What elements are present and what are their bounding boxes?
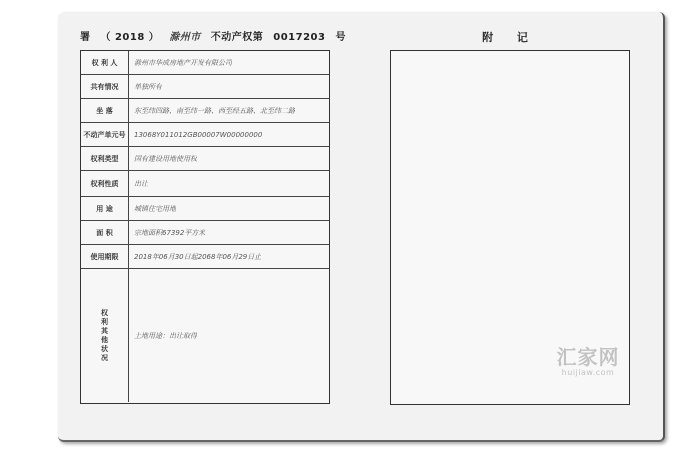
row-term xyxy=(81,245,329,269)
label-usage: 用 途 xyxy=(81,197,129,220)
heading-city: 滁州市 xyxy=(169,32,201,43)
value-co-ownership: 单独所有 xyxy=(134,82,162,91)
site-watermark xyxy=(548,346,628,377)
value-area: 宗地面积67392平方米 xyxy=(134,228,206,237)
value-right-nature: 出让 xyxy=(134,179,148,188)
notes-title: 附 记 xyxy=(482,31,538,44)
label-other-char: 他 xyxy=(101,335,108,344)
row-usage xyxy=(81,197,329,221)
label-owner: 权 利 人 xyxy=(81,51,129,74)
label-right-nature: 权利性质 xyxy=(81,171,129,196)
label-other-char: 权 xyxy=(101,308,108,317)
value-location: 东至纬四路、南至纬一路、西至经五路、北至纬二路 xyxy=(134,106,295,115)
row-unit-number xyxy=(81,123,329,147)
label-unit-number: 不动产单元号 xyxy=(81,123,129,146)
watermark-en: huijiaw.com xyxy=(561,368,615,377)
label-location: 坐 落 xyxy=(81,99,129,122)
value-unit-number: 13068Y011012GB00007W00000000 xyxy=(134,130,263,139)
row-right-nature xyxy=(81,171,329,197)
value-usage: 城镇住宅用地 xyxy=(134,204,176,213)
row-right-type xyxy=(81,147,329,171)
label-term: 使用期限 xyxy=(81,245,129,268)
row-other-status xyxy=(81,269,329,402)
row-owner xyxy=(81,51,329,75)
label-other-char: 其 xyxy=(101,326,108,335)
certificate-heading xyxy=(80,28,346,43)
value-term: 2018年06月30日起2068年06月29日止 xyxy=(134,252,262,261)
heading-cert-type: 不动产权第 xyxy=(210,32,264,43)
heading-number: 0017203 xyxy=(273,32,326,43)
heading-prefix: 署 xyxy=(80,32,91,43)
label-other-char: 利 xyxy=(101,317,108,326)
label-other-char: 状 xyxy=(101,344,108,353)
label-co-ownership: 共有情况 xyxy=(81,75,129,98)
row-location xyxy=(81,99,329,123)
property-info-table xyxy=(80,50,330,404)
value-other-status: 土地用途：出让取得 xyxy=(134,331,197,340)
heading-suffix: 号 xyxy=(335,32,346,43)
watermark-cn: 汇家网 xyxy=(556,345,620,369)
row-area xyxy=(81,221,329,245)
row-co-ownership xyxy=(81,75,329,99)
value-owner: 滁州市华成房地产开发有限公司 xyxy=(134,58,232,67)
value-right-type: 国有建设用地使用权 xyxy=(134,154,197,163)
label-right-type: 权利类型 xyxy=(81,147,129,170)
label-other-char: 况 xyxy=(101,353,108,362)
label-other-status xyxy=(81,269,129,402)
label-area: 面 积 xyxy=(81,221,129,244)
heading-year: （ 2018 ） xyxy=(100,32,160,43)
